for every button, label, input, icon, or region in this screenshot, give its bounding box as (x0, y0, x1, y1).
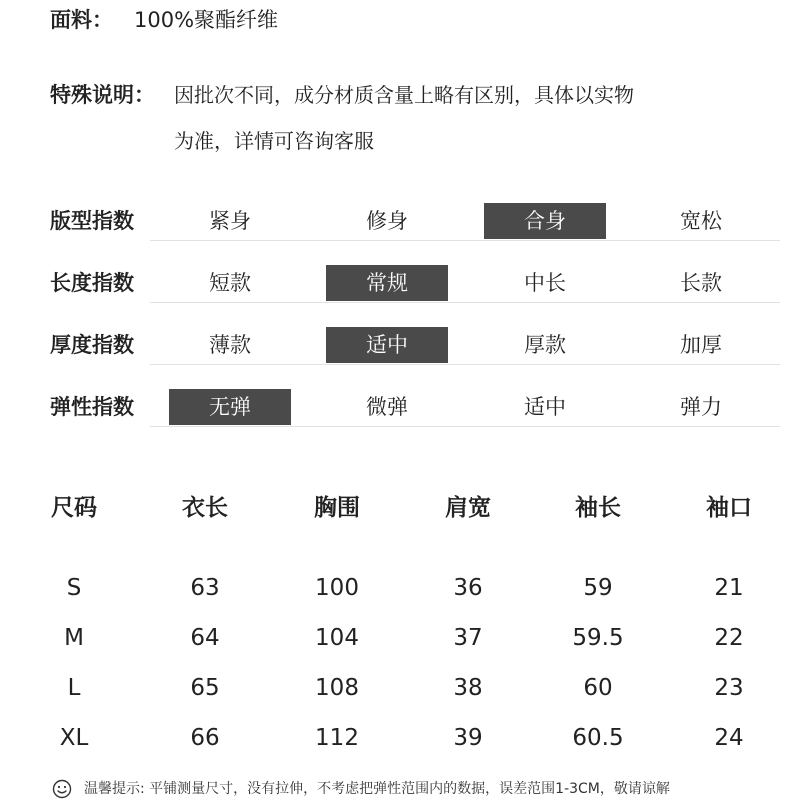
size-table-cell: 39 (453, 725, 483, 751)
size-table-header-cell: 胸围 (314, 495, 360, 521)
index-option: 厚款 (524, 333, 566, 357)
index-option: 宽松 (680, 209, 722, 233)
size-table-header (30, 488, 790, 568)
fabric-value: 100%聚酯纤维 (134, 8, 279, 32)
special-note-line: 因批次不同，成分材质含量上略有区别，具体以实物 (174, 83, 634, 107)
index-option-selected: 无弹 (169, 389, 291, 425)
size-table-cell: 60 (583, 675, 613, 701)
index-divider (150, 302, 780, 303)
tip-text: 温馨提示: 平铺测量尺寸，没有拉伸，不考虑把弹性范围内的数据，误差范围1-3CM，敬请谅解 (84, 781, 670, 797)
index-option: 长款 (680, 271, 722, 295)
size-table-cell: 112 (315, 725, 359, 751)
size-table-cell: S (66, 575, 82, 601)
index-row (50, 389, 780, 429)
index-option: 中长 (524, 271, 566, 295)
index-label: 长度指数 (50, 271, 134, 295)
size-table-cell: 38 (453, 675, 483, 701)
index-option: 微弹 (366, 395, 408, 419)
index-row (50, 203, 780, 243)
size-table-cell: 108 (315, 675, 359, 701)
index-option: 紧身 (209, 209, 251, 233)
index-row (50, 327, 780, 367)
size-table-row (30, 618, 790, 668)
index-option-selected: 常规 (326, 265, 448, 301)
size-table-cell: 100 (315, 575, 359, 601)
size-table-cell: L (67, 675, 81, 701)
size-table-cell: 63 (190, 575, 220, 601)
index-label: 版型指数 (50, 209, 134, 233)
size-table-cell: 23 (714, 675, 744, 701)
size-table-row (30, 718, 790, 768)
size-table-row (30, 568, 790, 618)
smiley-icon (52, 779, 72, 799)
index-option: 修身 (366, 209, 408, 233)
size-table-header-cell: 衣长 (182, 495, 228, 521)
special-note-line: 为准，详情可咨询客服 (174, 129, 374, 153)
size-table (30, 488, 790, 768)
size-table-cell: 66 (190, 725, 220, 751)
size-table-cell: 21 (714, 575, 744, 601)
size-table-cell: 24 (714, 725, 744, 751)
index-label: 厚度指数 (50, 333, 134, 357)
size-table-cell: M (64, 625, 84, 651)
index-option: 弹力 (680, 395, 722, 419)
fabric-info (50, 5, 279, 35)
size-table-cell: 59 (583, 575, 613, 601)
size-table-cell: 36 (453, 575, 483, 601)
size-table-header-cell: 袖长 (575, 495, 621, 521)
size-table-header-cell: 袖口 (706, 495, 752, 521)
index-label: 弹性指数 (50, 395, 134, 419)
index-divider (150, 364, 780, 365)
size-table-cell: 64 (190, 625, 220, 651)
size-table-cell: XL (59, 725, 89, 751)
index-option: 短款 (209, 271, 251, 295)
special-note-label: 特殊说明： (50, 83, 155, 107)
index-option: 适中 (524, 395, 566, 419)
index-option-selected: 合身 (484, 203, 606, 239)
size-table-cell: 37 (453, 625, 483, 651)
special-note-text (174, 80, 694, 172)
index-option-selected: 适中 (326, 327, 448, 363)
size-table-header-cell: 肩宽 (445, 495, 491, 521)
size-table-cell: 22 (714, 625, 744, 651)
size-table-cell: 65 (190, 675, 220, 701)
size-table-cell: 59.5 (572, 625, 624, 651)
size-table-cell: 60.5 (572, 725, 624, 751)
fabric-label: 面料： (50, 8, 113, 32)
index-divider (150, 426, 780, 427)
index-option: 薄款 (209, 333, 251, 357)
size-table-row (30, 668, 790, 718)
index-divider (150, 240, 780, 241)
size-table-cell: 104 (315, 625, 359, 651)
size-table-header-cell: 尺码 (51, 495, 97, 521)
index-option: 加厚 (680, 333, 722, 357)
index-row (50, 265, 780, 305)
